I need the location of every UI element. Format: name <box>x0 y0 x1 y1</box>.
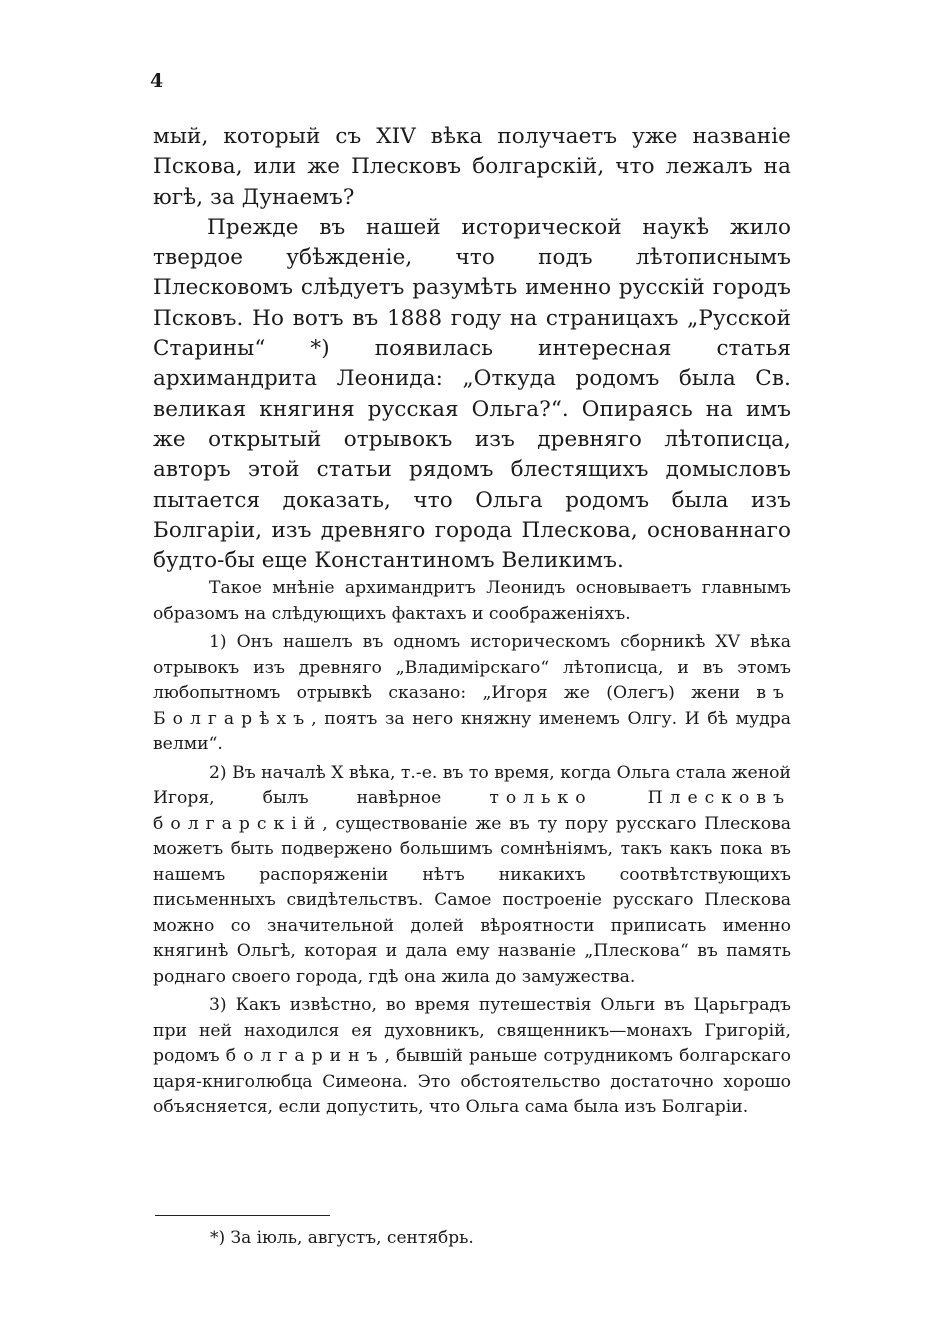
text-run: Такое мнѣніе архимандритъ Леонидъ основываетъ главнымъ образомъ на слѣдующихъ фактахъ и соображеніяхъ. <box>153 578 791 624</box>
spaced-text-run: болгаринъ <box>225 1046 385 1066</box>
small-paragraph-intro <box>153 576 791 627</box>
text-run: 1) Онъ нашелъ въ одномъ историческомъ сборникѣ XV вѣка отрывокъ изъ древняго „Владимірскаго“ лѣтописца, и въ этомъ любопытномъ отрывкѣ сказано: „Игоря же (Олегъ) жени <box>153 632 791 703</box>
text-run: Прежде въ нашей исторической наукѣ жило твердое убѣжденіе, что подъ лѣтописнымъ Плесковомъ слѣдуетъ разумѣть именно русскій городъ Псковъ. Но вотъ въ 1888 году на страницахъ „Русской Старины“ *) появилась интересная статья архимандрита Леонида: „Откуда родомъ была Св. великая княгиня русская Ольга?“. Опираясь на имъ же открытый отрывокъ изъ древняго лѣтописца, авторъ этой статьи рядомъ блестящихъ домысловъ пытается доказать, что Ольга родомъ была изъ Болгаріи, изъ древняго города Плескова, основаннаго будто-бы еще Константиномъ Великимъ. <box>153 214 791 574</box>
small-paragraph-point-2 <box>153 761 791 991</box>
text-run: , бывшій раньше сотрудникомъ болгарскаго царя-книголюбца Симеона. Это обстоятельство достаточно хорошо объясняется, если допустить, что Ольга сама была изъ Болгаріи. <box>153 1046 791 1117</box>
spaced-text-run: только Плесковъ болгарскій <box>153 788 791 834</box>
page-number: 4 <box>150 70 164 92</box>
small-paragraph-point-3 <box>153 993 791 1121</box>
text-run: 2) Въ началѣ X вѣка, т.-е. въ то время, когда Ольга стала женой Игоря, былъ навѣрное <box>153 762 791 808</box>
text-run: , поятъ за него княжну именемъ Олгу. И бѣ мудра велми“. <box>153 708 791 754</box>
main-paragraph-2 <box>153 213 791 577</box>
spaced-text-run: въ Болгарѣхъ <box>153 683 791 729</box>
text-run: мый, который съ XIV вѣка получаетъ уже названіе Пскова, или же Плесковъ болгарскій, что лежалъ на югѣ, за Дунаемъ? <box>153 124 791 210</box>
text-run: 3) Какъ извѣстно, во время путешествія Ольги въ Царьградъ при ней находился ея духовникъ, священникъ—монахъ Григорій, родомъ <box>153 995 791 1066</box>
text-run: , существованіе же въ ту пору русскаго Плескова можетъ быть подвержено большимъ сомнѣніямъ, такъ какъ пока въ нашемъ распоряженіи нѣтъ никакихъ соотвѣтствующихъ письменныхъ свидѣтельствъ. Самое построеніе русскаго Плескова можно со значительной долей вѣроятности приписать именно княгинѣ Ольгѣ, которая и дала ему названіе „Плескова“ въ память роднаго своего города, гдѣ она жила до замужества. <box>153 813 791 987</box>
footnote: *) За іюль, августъ, сентябрь. <box>210 1228 474 1248</box>
footnote-divider <box>155 1215 330 1216</box>
small-paragraph-point-1 <box>153 630 791 758</box>
main-text <box>153 122 791 576</box>
small-text <box>153 576 791 1121</box>
main-paragraph-1 <box>153 122 791 213</box>
